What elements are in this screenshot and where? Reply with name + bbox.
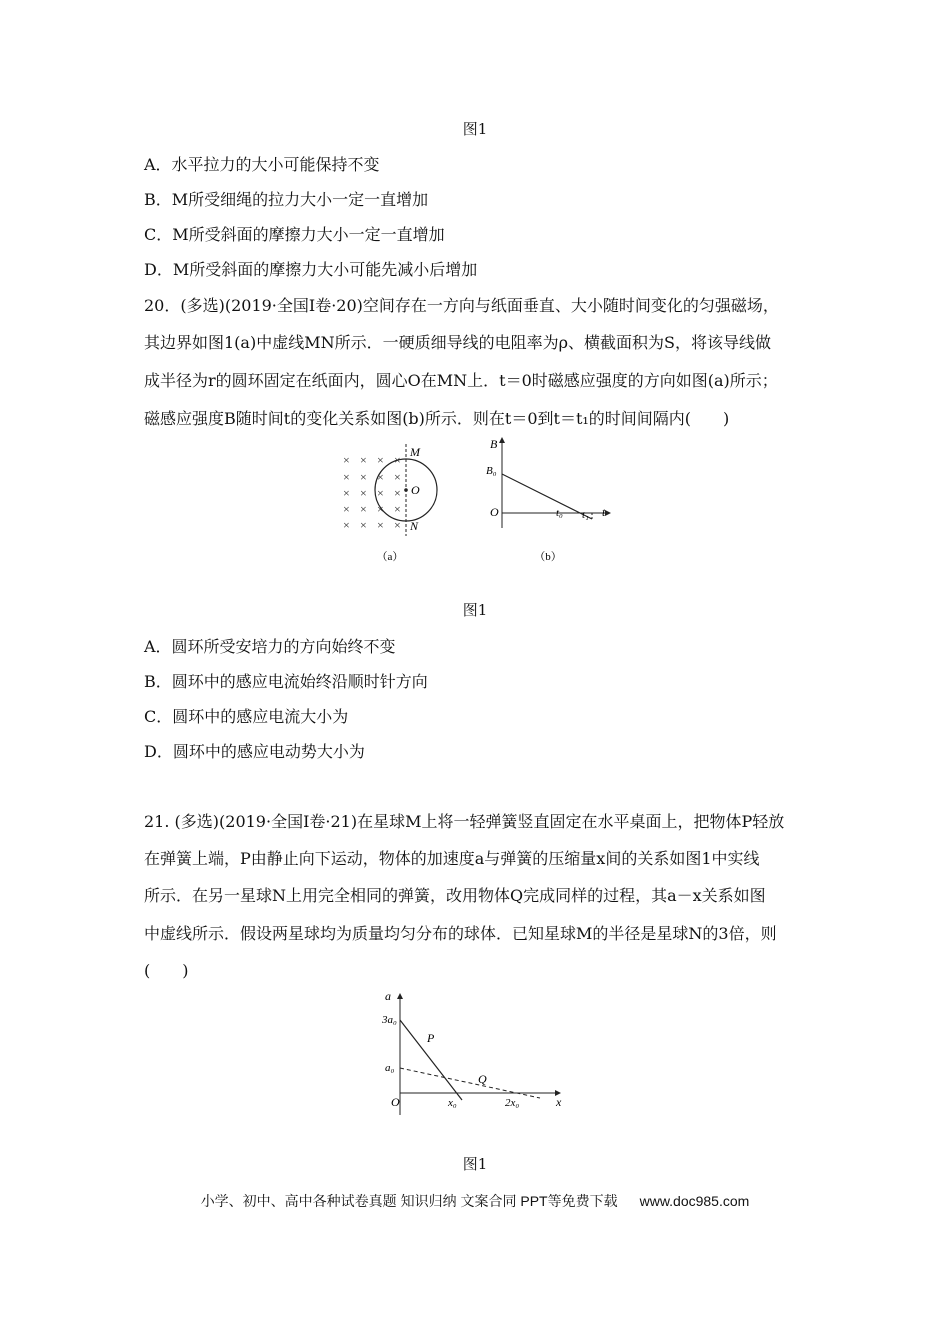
- q20-option-b: B．圆环中的感应电流始终沿顺时针方向: [144, 672, 428, 691]
- q21-stem-line-1: 21. (多选)(2019·全国Ⅰ卷·21)在星球M上将一轻弹簧竖直固定在水平桌面上，把物体P轻放: [144, 812, 785, 831]
- q20-stem-line-1: 20．(多选)(2019·全国Ⅰ卷·20)空间存在一方向与纸面垂直、大小随时间变化的匀强磁场，: [144, 296, 779, 315]
- label-n: N: [410, 519, 419, 533]
- label-x: x: [556, 1095, 562, 1109]
- svg-text:×: ×: [360, 518, 367, 532]
- label-3a0: 3a₀: [382, 1014, 397, 1026]
- label-t1: t₁: [582, 509, 589, 521]
- label-p: P: [427, 1031, 435, 1045]
- svg-text:×: ×: [343, 518, 350, 532]
- q21-stem-line-5: ( ): [144, 961, 189, 980]
- q20-option-d: D．圆环中的感应电动势大小为: [144, 742, 365, 761]
- q19-option-b: B．M所受细绳的拉力大小一定一直增加: [144, 190, 429, 209]
- q20-stem-line-2: 其边界如图1(a)中虚线MN所示．一硬质细导线的电阻率为ρ、横截面积为S，将该导线做: [144, 333, 771, 352]
- q21-stem-line-2: 在弹簧上端，P由静止向下运动，物体的加速度a与弹簧的压缩量x间的关系如图1中实线: [144, 849, 760, 868]
- figure-caption: 图1: [462, 1155, 488, 1173]
- svg-text:×: ×: [377, 470, 384, 484]
- label-a0: a₀: [385, 1062, 395, 1074]
- figure-caption: 图1: [462, 601, 488, 619]
- label-t: t: [602, 505, 606, 519]
- label-a: a: [385, 990, 391, 1003]
- svg-text:×: ×: [394, 486, 401, 500]
- sub-caption-b: （b）: [534, 551, 562, 563]
- q19-option-c: C．M所受斜面的摩擦力大小一定一直增加: [144, 225, 445, 244]
- q20-figure-a: [335, 440, 445, 568]
- label-b: B: [490, 437, 498, 451]
- svg-text:×: ×: [377, 518, 384, 532]
- q19-option-a: A．水平拉力的大小可能保持不变: [144, 155, 380, 174]
- q21-stem-line-3: 所示．在另一星球N上用完全相同的弹簧，改用物体Q完成同样的过程，其a－x关系如图: [144, 886, 766, 905]
- svg-text:×: ×: [377, 486, 384, 500]
- svg-text:×: ×: [394, 502, 401, 516]
- q20-figure-b: [478, 434, 618, 568]
- svg-text:×: ×: [360, 486, 367, 500]
- q21-stem-line-4: 中虚线所示．假设两星球均为质量均匀分布的球体．已知星球M的半径是星球N的3倍，则: [144, 924, 777, 943]
- label-2x0: 2x₀: [505, 1097, 520, 1109]
- figure-caption: 图1: [462, 120, 488, 138]
- sub-caption-a: （a）: [376, 551, 404, 563]
- cross-field-marks: [343, 453, 401, 532]
- label-origin: O: [391, 1095, 400, 1109]
- q19-option-d: D．M所受斜面的摩擦力大小可能先减小后增加: [144, 260, 478, 279]
- q21-figure: [380, 990, 575, 1120]
- label-b0: B₀: [486, 465, 497, 477]
- svg-text:×: ×: [360, 502, 367, 516]
- label-x0: x₀: [448, 1097, 457, 1109]
- svg-text:×: ×: [343, 502, 350, 516]
- q20-option-c: C．圆环中的感应电流大小为: [144, 707, 349, 726]
- footer-url[interactable]: www.doc985.com: [639, 1193, 750, 1209]
- svg-text:×: ×: [394, 518, 401, 532]
- label-o: O: [411, 483, 420, 497]
- svg-text:×: ×: [360, 453, 367, 467]
- label-t0: t₀: [556, 507, 563, 519]
- svg-text:×: ×: [360, 470, 367, 484]
- svg-text:×: ×: [377, 453, 384, 467]
- center-dot: [404, 488, 408, 492]
- svg-text:×: ×: [343, 470, 350, 484]
- page-footer: [0, 1191, 950, 1211]
- footer-text: 小学、初中、高中各种试卷真题 知识归纳 文案合同 PPT等免费下载: [200, 1193, 618, 1209]
- q20-stem-line-3: 成半径为r的圆环固定在纸面内，圆心O在MN上．t＝0时磁感应强度的方向如图(a)所示；: [144, 371, 778, 390]
- svg-text:×: ×: [343, 486, 350, 500]
- q20-stem-line-4: 磁感应强度B随时间t的变化关系如图(b)所示．则在t＝0到t＝t₁的时间间隔内( ): [144, 409, 730, 428]
- label-q: Q: [478, 1072, 487, 1086]
- svg-text:×: ×: [343, 453, 350, 467]
- svg-text:×: ×: [394, 470, 401, 484]
- label-m: M: [410, 445, 420, 459]
- svg-text:×: ×: [394, 453, 401, 467]
- q20-option-a: A．圆环所受安培力的方向始终不变: [144, 637, 396, 656]
- label-origin: O: [490, 505, 499, 519]
- b-line: [502, 474, 592, 519]
- svg-text:×: ×: [377, 502, 384, 516]
